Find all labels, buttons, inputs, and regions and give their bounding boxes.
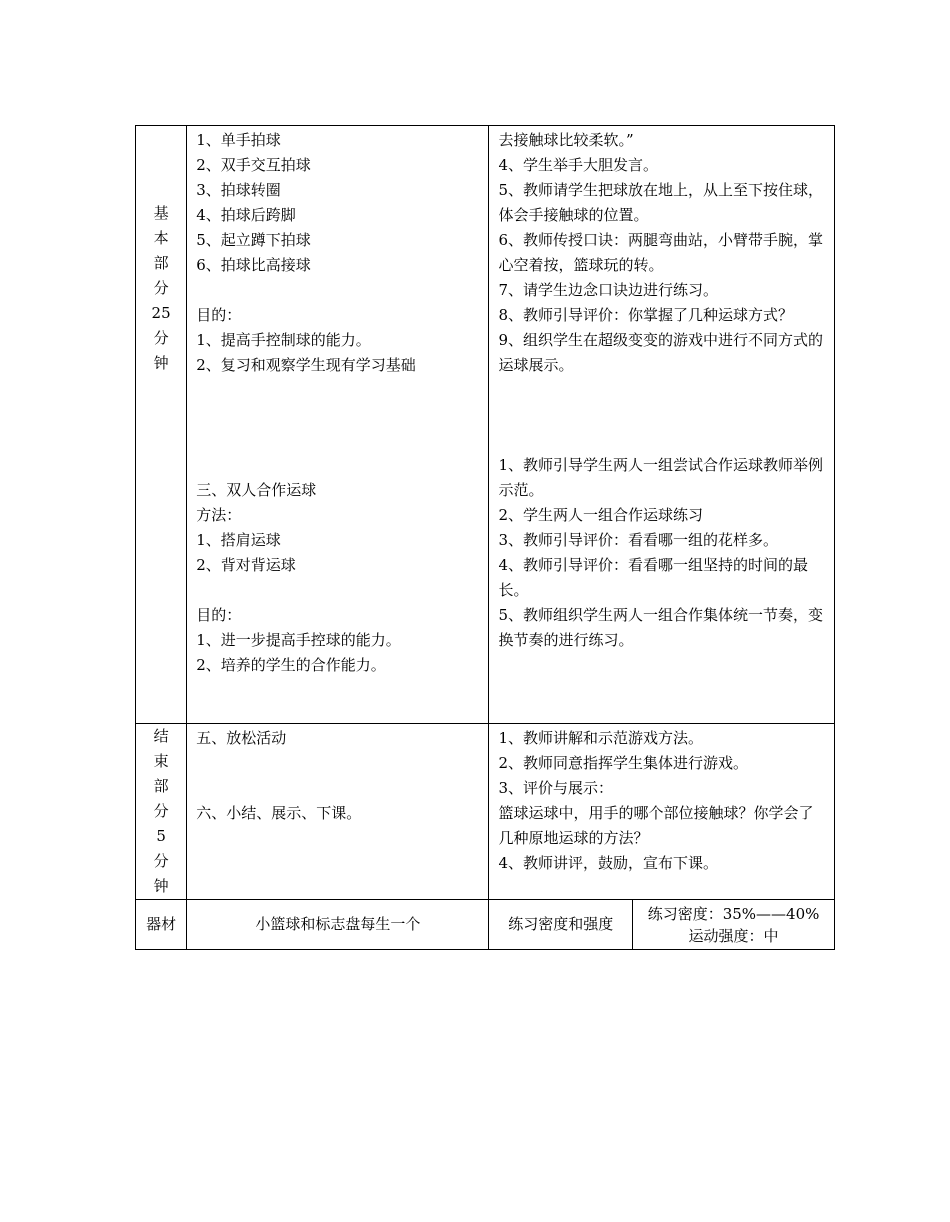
activity-item: 5、起立蹲下拍球: [196, 231, 311, 249]
activity-item: 6、拍球比高接球: [196, 256, 311, 274]
teaching-step: 8、教师引导评价：你掌握了几种运球方式？: [498, 306, 794, 324]
end-content-cell: [187, 724, 489, 900]
basic-section-row: [136, 126, 835, 724]
teaching-step: 6、教师传授口诀：两腿弯曲站，小臂带手腕，掌心空着按，篮球玩的转。: [498, 231, 824, 274]
teaching-step: 4、学生举手大胆发言。: [498, 156, 659, 174]
teaching-step: 5、教师请学生把球放在地上，从上至下按住球，体会手接触球的位置。: [498, 181, 824, 224]
end-section-label: [136, 724, 187, 900]
teaching-step: 9、组织学生在超级变变的游戏中进行不同方式的运球展示。: [498, 331, 824, 374]
teaching-step: 2、学生两人一组合作运球练习: [498, 506, 704, 524]
equipment-row: [136, 900, 835, 950]
end-label-char: 钟: [153, 877, 169, 895]
part-title: 三、双人合作运球: [196, 481, 317, 499]
end-label-char: 5: [156, 827, 166, 845]
activity-item: 五、放松活动: [196, 729, 287, 747]
activity-item: 六、小结、展示、下课。: [196, 804, 362, 822]
teaching-step: 2、教师同意指挥学生集体进行游戏。: [498, 754, 749, 772]
activity-item: 4、拍球后跨脚: [196, 206, 296, 224]
basic-label-char: 本: [153, 229, 169, 247]
density-label: 练习密度和强度: [489, 900, 633, 950]
density-value: 练习密度：35%——40%: [647, 904, 820, 923]
end-label-char: 束: [153, 752, 169, 770]
teaching-step: 4、教师引导评价：看看哪一组坚持的时间的最长。: [498, 556, 809, 599]
equipment-value: 小篮球和标志盘每生一个: [187, 900, 489, 950]
basic-label-char: 分: [153, 279, 169, 297]
goal-item: 2、复习和观察学生现有学习基础: [196, 356, 416, 374]
basic-content-cell: [187, 126, 489, 724]
basic-label-char: 基: [153, 204, 169, 222]
method-item: 1、搭肩运球: [196, 531, 281, 549]
activity-item: 1、单手拍球: [196, 131, 281, 149]
method-label: 方法：: [196, 506, 242, 524]
basic-label-char: 分: [153, 329, 169, 347]
teaching-step: 4、教师讲评，鼓励，宣布下课。: [498, 854, 719, 872]
goal-item: 1、提高手控制球的能力。: [196, 331, 371, 349]
end-section-row: [136, 724, 835, 900]
teaching-step: 7、请学生边念口诀边进行练习。: [498, 281, 719, 299]
teaching-step: 1、教师引导学生两人一组尝试合作运球教师举例示范。: [498, 456, 824, 499]
goal-item: 1、进一步提高手控球的能力。: [196, 631, 401, 649]
basic-label-char: 部: [153, 254, 169, 272]
end-label-char: 分: [153, 802, 169, 820]
activity-item: 3、拍球转圈: [196, 181, 281, 199]
end-label-char: 结: [153, 727, 169, 745]
teaching-step: 篮球运球中，用手的哪个部位接触球？你学会了几种原地运球的方法？: [498, 804, 814, 847]
teaching-step: 去接触球比较柔软。”: [498, 131, 634, 149]
teaching-step: 3、教师引导评价：看看哪一组的花样多。: [498, 531, 779, 549]
equipment-label: 器材: [136, 900, 187, 950]
activity-item: 2、双手交互拍球: [196, 156, 311, 174]
basic-teaching-cell: [489, 126, 835, 724]
method-item: 2、背对背运球: [196, 556, 296, 574]
intensity-value: 运动强度：中: [688, 926, 779, 945]
basic-section-label: [136, 126, 187, 724]
end-label-char: 分: [153, 852, 169, 870]
teaching-step: 3、评价与展示：: [498, 779, 614, 797]
goal-item: 2、培养的学生的合作能力。: [196, 656, 386, 674]
end-teaching-cell: [489, 724, 835, 900]
teaching-step: 5、教师组织学生两人一组合作集体统一节奏，变换节奏的进行练习。: [498, 606, 824, 649]
end-label-char: 部: [153, 777, 169, 795]
density-value-cell: [633, 900, 835, 950]
goal-label: 目的：: [196, 606, 242, 624]
goal-label: 目的：: [196, 306, 242, 324]
basic-label-char: 25: [151, 304, 171, 322]
basic-label-char: 钟: [153, 354, 169, 372]
lesson-plan-table: [135, 125, 835, 950]
teaching-step: 1、教师讲解和示范游戏方法。: [498, 729, 704, 747]
